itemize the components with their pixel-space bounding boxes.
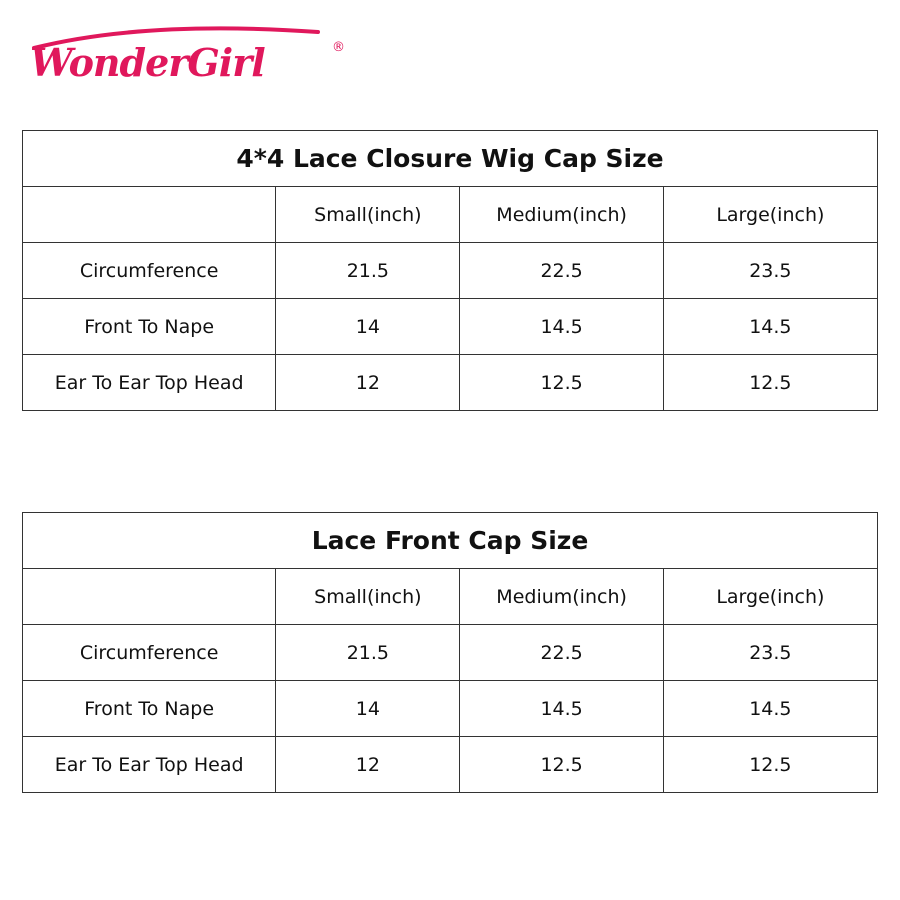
header-cell: Large(inch)	[663, 569, 877, 625]
table-cell: 21.5	[276, 625, 460, 681]
table-row	[23, 355, 878, 411]
table-cell: 12.5	[663, 355, 877, 411]
table-row	[23, 243, 878, 299]
row-label: Circumference	[23, 625, 276, 681]
table-cell: 12.5	[460, 737, 663, 793]
table-cell: 14	[276, 681, 460, 737]
table-cell: 14.5	[663, 299, 877, 355]
table-header-row	[23, 569, 878, 625]
header-cell: Medium(inch)	[460, 187, 663, 243]
header-cell: Medium(inch)	[460, 569, 663, 625]
table-cell: 12.5	[460, 355, 663, 411]
table-cell: 12.5	[663, 737, 877, 793]
header-cell	[23, 569, 276, 625]
table-cell: 14.5	[460, 299, 663, 355]
table-title: 4*4 Lace Closure Wig Cap Size	[23, 131, 878, 187]
header-cell: Small(inch)	[276, 187, 460, 243]
table-cell: 14	[276, 299, 460, 355]
logo-text: WonderGirl	[30, 40, 265, 85]
table-cell: 22.5	[460, 243, 663, 299]
row-label: Ear To Ear Top Head	[23, 737, 276, 793]
table-cell: 22.5	[460, 625, 663, 681]
header-cell: Small(inch)	[276, 569, 460, 625]
table-title: Lace Front Cap Size	[23, 513, 878, 569]
table-cell: 14.5	[663, 681, 877, 737]
closure-cap-size-table	[22, 130, 878, 411]
table-cell: 23.5	[663, 625, 877, 681]
registered-mark: ®	[332, 40, 345, 55]
table-cell: 21.5	[276, 243, 460, 299]
brand-logo	[26, 18, 345, 88]
table-row	[23, 625, 878, 681]
row-label: Front To Nape	[23, 681, 276, 737]
table-cell: 14.5	[460, 681, 663, 737]
table-cell: 12	[276, 737, 460, 793]
table-header-row	[23, 187, 878, 243]
row-label: Front To Nape	[23, 299, 276, 355]
row-label: Circumference	[23, 243, 276, 299]
header-cell	[23, 187, 276, 243]
table-row	[23, 299, 878, 355]
lace-front-cap-size-table	[22, 512, 878, 793]
table-row	[23, 681, 878, 737]
table-cell: 12	[276, 355, 460, 411]
table-row	[23, 737, 878, 793]
header-cell: Large(inch)	[663, 187, 877, 243]
table-cell: 23.5	[663, 243, 877, 299]
row-label: Ear To Ear Top Head	[23, 355, 276, 411]
